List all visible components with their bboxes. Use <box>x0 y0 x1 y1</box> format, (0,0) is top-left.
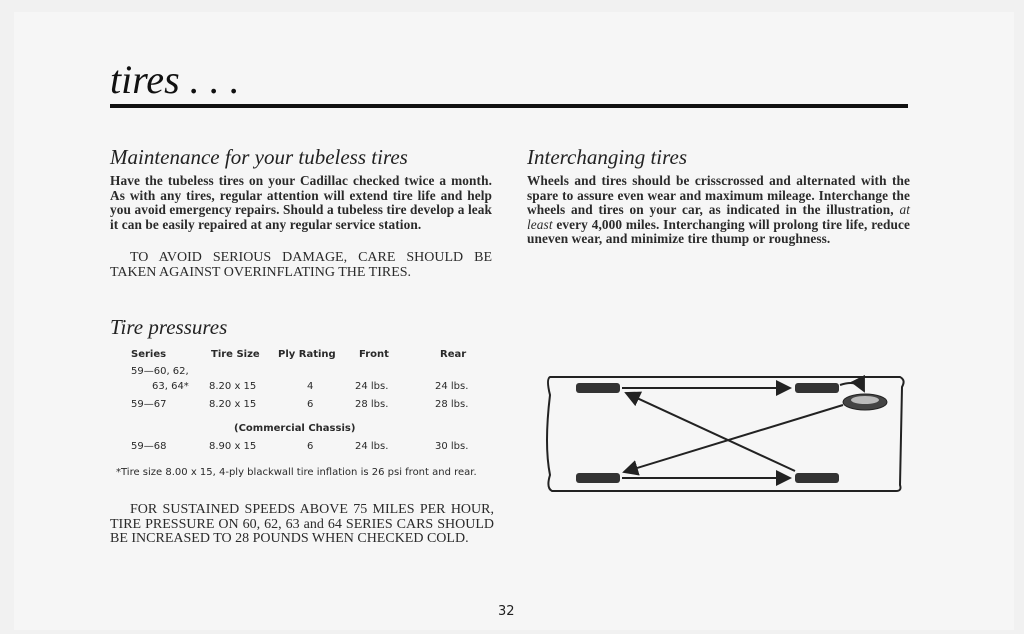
tire-front-right <box>576 473 620 483</box>
title-rule <box>110 104 908 108</box>
arrow-spare-to-front-right <box>624 405 843 472</box>
page-title: tires . . . <box>110 57 240 102</box>
tire-rear-right <box>795 473 839 483</box>
tire-rear-left <box>795 383 839 393</box>
arrow-rear-left-to-spare <box>840 383 864 391</box>
page-number: 32 <box>498 604 515 619</box>
cell-series: 63, 64* <box>152 381 189 392</box>
overinflation-warning: TO AVOID SERIOUS DAMAGE, CARE SHOULD BE TAKEN AGAINST OVERINFLATING THE TIRES. <box>110 250 492 280</box>
cell-rear: 24 lbs. <box>435 381 469 392</box>
arrow-rear-right-to-front-left <box>626 393 795 471</box>
body-text: every 4,000 miles. Interchanging will prolong tire life, reduce uneven wear, and minimize tire thump or roughness. <box>527 216 910 246</box>
cell-ply: 6 <box>307 441 314 452</box>
cell-rear: 28 lbs. <box>435 399 469 410</box>
body-text: Wheels and tires should be crisscrossed and alternated with the spare to assure even wear and maximum mileage. Interchange the wheels and tires on your car, as indicated in the illustration, <box>527 173 910 217</box>
sustained-speed-note: FOR SUSTAINED SPEEDS ABOVE 75 MILES PER HOUR, TIRE PRESSURE ON 60, 62, 63 and 64 SERIES CARS SHOULD BE INCREASED TO 28 POUNDS WHEN CHECKED COLD. <box>110 502 494 546</box>
pressures-heading: Tire pressures <box>110 315 228 339</box>
commercial-chassis-label: (Commercial Chassis) <box>234 423 356 434</box>
footnote: *Tire size 8.00 x 15, 4-ply blackwall tire inflation is 26 psi front and rear. <box>116 467 477 478</box>
cell-series: 59—68 <box>131 441 167 452</box>
col-ply-rating: Ply Rating <box>278 349 336 360</box>
col-series: Series <box>131 349 167 360</box>
maintenance-heading: Maintenance for your tubeless tires <box>110 145 408 169</box>
cell-front: 28 lbs. <box>355 399 389 410</box>
col-front: Front <box>359 349 389 360</box>
cell-rear: 30 lbs. <box>435 441 469 452</box>
interchanging-heading: Interchanging tires <box>527 145 688 169</box>
emphasis-text: at least <box>527 202 910 232</box>
cell-series: 59—60, 62, <box>131 366 189 377</box>
cell-ply: 4 <box>307 381 314 392</box>
col-rear: Rear <box>440 349 467 360</box>
cell-front: 24 lbs. <box>355 381 389 392</box>
cell-front: 24 lbs. <box>355 441 389 452</box>
cell-size: 8.20 x 15 <box>209 399 257 410</box>
maintenance-body: Have the tubeless tires on your Cadillac checked twice a month. As with any tires, regular attention will extend tire life and help you avoid emergency repairs. Should a tubeless tire develop a leak it can be easily repaired at any regular service station. <box>110 173 492 232</box>
cell-series: 59—67 <box>131 399 167 410</box>
cell-size: 8.20 x 15 <box>209 381 257 392</box>
cell-size: 8.90 x 15 <box>209 441 257 452</box>
col-tire-size: Tire Size <box>211 349 260 360</box>
tire-front-left <box>576 383 620 393</box>
tire-rotation-diagram <box>540 365 910 500</box>
cell-ply: 6 <box>307 399 314 410</box>
interchanging-body <box>527 174 910 247</box>
